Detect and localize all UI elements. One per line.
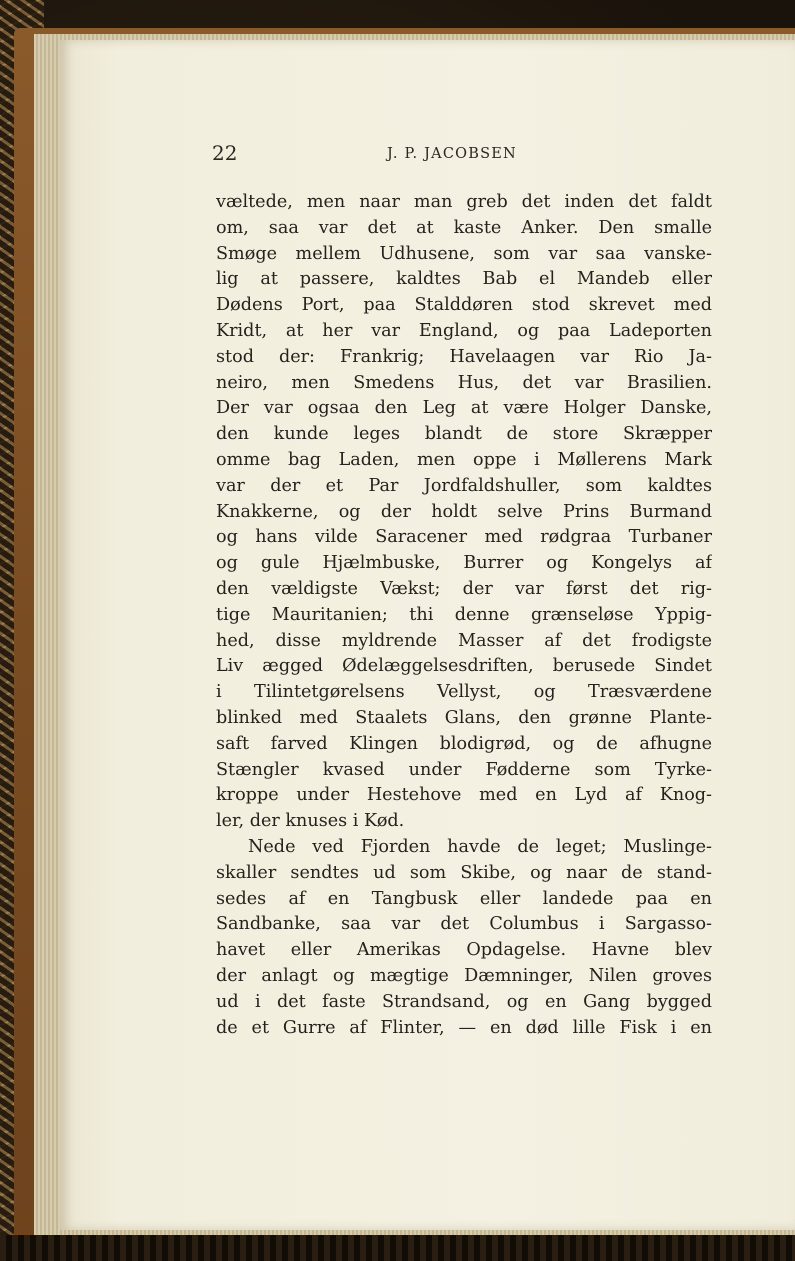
text-line: de et Gurre af Flinter, — en død lille Fisk i en [216,1017,712,1038]
text-line: neiro, men Smedens Hus, det var Brasilien. [216,372,712,393]
text-line: der anlagt og mægtige Dæmninger, Nilen groves [216,965,712,986]
text-line: Liv ægged Ødelæggelsesdriften, berusede Sindet [216,656,712,677]
body-text [216,190,712,1041]
text-line: Knakkerne, og der holdt selve Prins Burmand [216,501,712,522]
text-line: den vældigste Vækst; der var først det rig- [216,578,712,599]
text-line: væltede, men naar man greb det inden det faldt [216,192,712,212]
text-line: ud i det faste Strandsand, og en Gang bygged [216,991,712,1012]
text-line: Smøge mellem Udhusene, som var saa vanske- [216,243,712,264]
page-number: 22 [212,141,238,165]
text-line: havet eller Amerikas Opdagelse. Havne blev [216,940,712,961]
text-line: saft farved Klingen blodigrød, og de afhugne [216,733,712,754]
text-line: stod der: Frankrig; Havelaagen var Rio Ja- [216,346,712,367]
text-line: kroppe under Hestehove med en Lyd af Knog- [216,785,712,806]
text-line: den kunde leges blandt de store Skræpper [216,424,712,445]
text-line: var der et Par Jordfaldshuller, som kaldtes [216,475,712,496]
text-line: sedes af en Tangbusk eller landede paa en [216,888,712,909]
text-line: Nede ved Fjorden havde de leget; Muslinge- [248,836,712,857]
text-line: skaller sendtes ud som Skibe, og naar de stand- [216,862,712,883]
running-head: J. P. JACOBSEN [387,146,517,162]
text-line: Stængler kvased under Fødderne som Tyrke- [216,759,712,780]
text-line: Sandbanke, saa var det Columbus i Sargasso- [216,914,712,935]
text-line: ler, der knuses i Kød. [216,811,405,832]
bottom-edge [0,1235,795,1261]
text-line: Kridt, at her var England, og paa Ladeporten [216,320,712,341]
text-line: omme bag Laden, men oppe i Møllerens Mark [216,449,712,470]
text-line: Dødens Port, paa Stalddøren stod skrevet med [216,295,712,316]
text-line: om, saa var det at kaste Anker. Den smalle [216,217,712,238]
text-line: Der var ogsaa den Leg at være Holger Danske, [216,398,712,419]
text-line: blinked med Staalets Glans, den grønne Plante- [216,707,712,728]
text-line: og gule Hjælmbuske, Burrer og Kongelys af [216,553,712,574]
page-header [212,140,712,166]
text-line: lig at passere, kaldtes Bab el Mandeb eller [216,269,712,290]
text-line: hed, disse myldrende Masser af det frodigste [216,630,712,651]
text-line: og hans vilde Saracener med rødgraa Turbaner [216,527,712,548]
text-line: tige Mauritanien; thi denne grænseløse Yppig- [216,604,712,625]
text-line: i Tilintetgørelsens Vellyst, og Træsværdene [216,682,712,703]
